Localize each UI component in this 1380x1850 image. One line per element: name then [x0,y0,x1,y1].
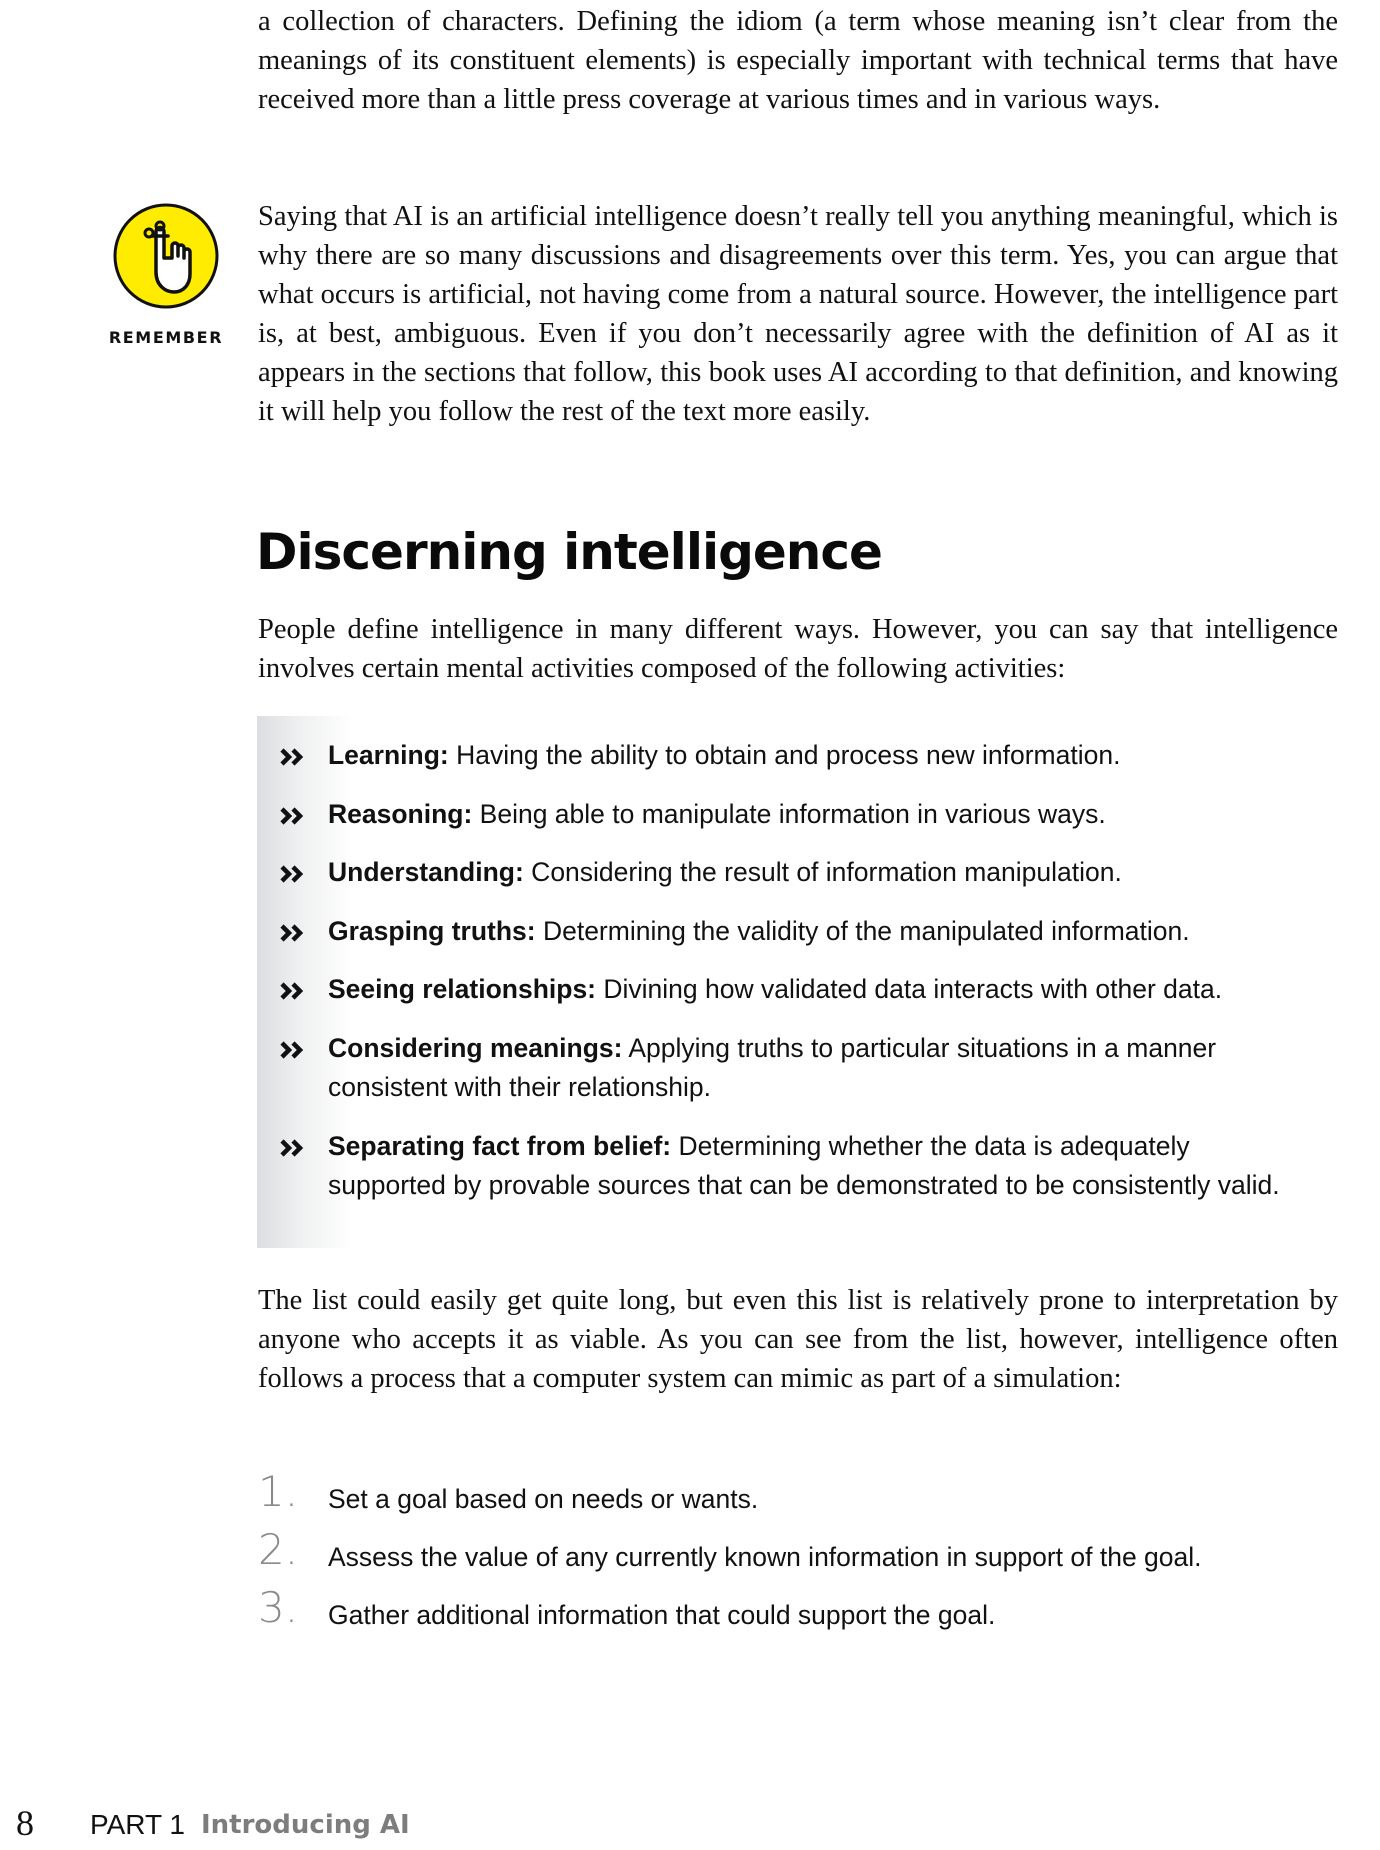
step-item [258,1525,1318,1586]
step-number: 1. [258,1467,299,1516]
bullet-text: Determining whether the data is adequately supported by provable sources that can be demonstrated to be consistently valid. [328,1130,1280,1200]
remember-paragraph: Saying that AI is an artificial intelligence doesn’t really tell you anything meaningful, which is why there are so many discussions and disagreements over this term. Yes, you can argue that what occurs is artificial, not having come from a natural source. However, the intelligence part is, at best, ambiguous. Even if you don’t necessarily agree with the definition of AI as it appears in the sections that follow, this book uses AI according to that definition, and knowing it will help you follow the rest of the text more easily. [258,201,1338,427]
bullet-text: Divining how validated data interacts with other data. [596,974,1223,1004]
bullet-text: Determining the validity of the manipulated information. [535,915,1190,946]
bullet-text: Considering the result of information manipulation. [523,857,1122,887]
bullet-text: Being able to manipulate information in various ways. [472,798,1106,829]
bullet-term: Reasoning: [328,798,473,829]
after-list-paragraph: The list could easily get quite long, but even this list is relatively prone to interpretation by anyone who accepts it as viable. As you can see from the list, however, intelligence often follows a process that a computer system can mimic as part of a simulation: [258,1285,1338,1394]
process-steps-list [258,1467,1318,1644]
continuation-paragraph: a collection of characters. Defining the idiom (a term whose meaning isn’t clear from the meanings of its constituent elements) is especially important with technical terms that have received more than a little press coverage at various times and in various ways. [258,6,1338,115]
footer-part-title: Introducing AI [201,1810,410,1840]
bullet-term: Learning: [328,740,449,770]
bullet-term: Seeing relationships: [328,974,597,1004]
step-text: Gather additional information that could support the goal. [328,1600,996,1630]
bullet-item [280,1029,1300,1108]
bullet-item [280,912,1300,952]
bullet-text: Applying truths to particular situations in a manner consistent with their relationship. [328,1032,1217,1102]
step-number: 2. [258,1525,299,1574]
bullet-item [280,736,1300,776]
intro-paragraph: People define intelligence in many different ways. However, you can say that intelligence involves certain mental activities composed of the following activities: [258,614,1338,684]
step-item [258,1467,1318,1528]
double-chevron-icon [280,1139,310,1157]
activities-bullet-list [280,736,1300,1225]
step-number: 3. [258,1583,299,1632]
bullet-item [280,853,1300,893]
double-chevron-icon [280,865,310,883]
bullet-item [280,795,1300,835]
bullet-term: Considering meanings: [328,1032,623,1063]
double-chevron-icon [280,982,310,1000]
remember-finger-string-icon [112,202,220,310]
remember-label: REMEMBER [108,328,224,347]
section-heading: Discerning intelligence [256,523,882,581]
step-item [258,1583,1318,1644]
double-chevron-icon [280,807,310,825]
footer-part-label: PART 1 [90,1809,185,1840]
bullet-item [280,970,1300,1010]
step-text: Assess the value of any currently known information in support of the goal. [328,1542,1202,1572]
bullet-text: Having the ability to obtain and process new information. [448,740,1121,770]
bullet-item [280,1127,1300,1206]
bullet-term: Separating fact from belief: [328,1130,672,1161]
bullet-term: Understanding: [328,857,524,887]
double-chevron-icon [280,1041,310,1059]
double-chevron-icon [280,924,310,942]
bullet-term: Grasping truths: [328,915,536,946]
double-chevron-icon [280,748,310,766]
step-text: Set a goal based on needs or wants. [328,1484,759,1514]
page-number: 8 [16,1803,34,1843]
